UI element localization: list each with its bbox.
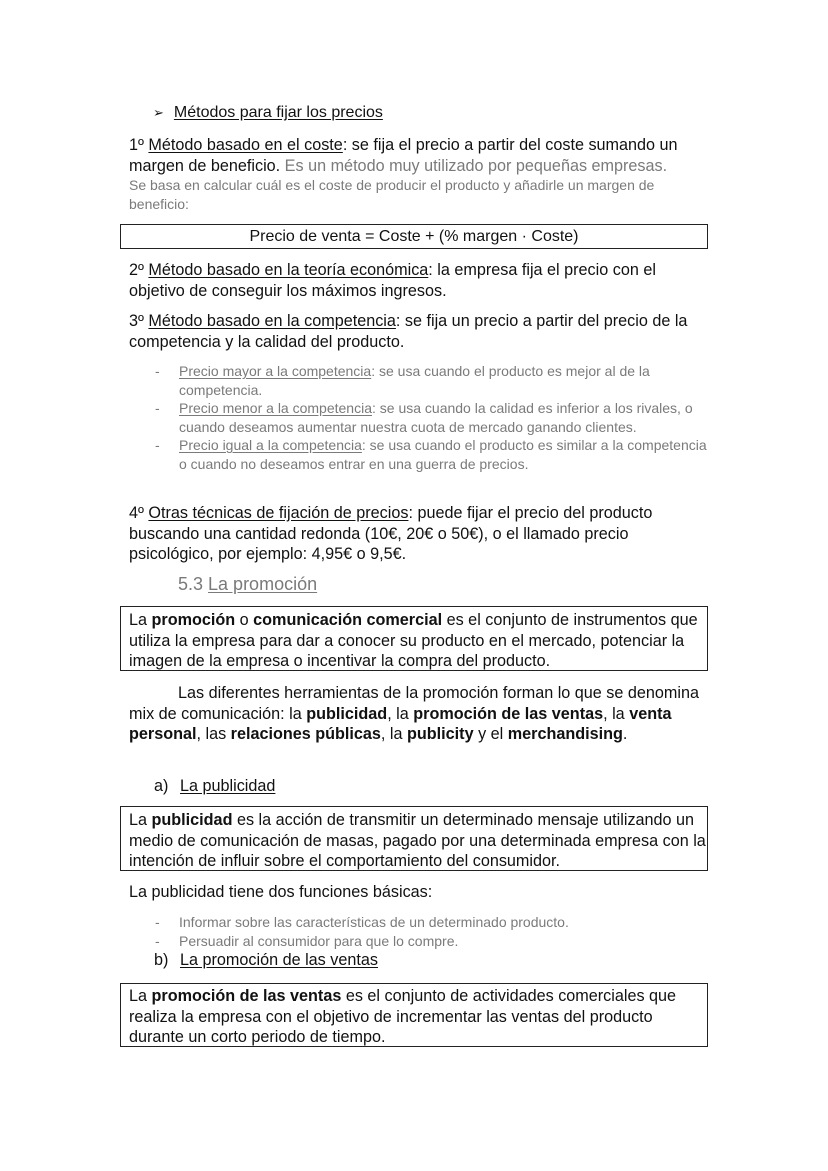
- bold-term: relaciones públicas: [230, 725, 381, 743]
- item-number: 3º: [129, 312, 149, 330]
- subheading-title: La publicidad: [180, 777, 276, 795]
- heading-text: Métodos para fijar los precios: [173, 104, 383, 121]
- definition-box-promocion-ventas: [120, 983, 708, 1047]
- paragraph-metodo-4: [129, 503, 714, 565]
- arrow-bullet-icon: ➢: [153, 105, 164, 120]
- item-note: Es un método muy utilizado por pequeñas empresas.: [280, 156, 668, 175]
- section-number: 5.3: [178, 574, 209, 594]
- text: La: [129, 611, 152, 629]
- text: , la: [380, 725, 408, 743]
- text: o: [235, 611, 254, 629]
- paragraph-metodo-2: [129, 260, 714, 301]
- item-title: Método basado en la teoría económica: [148, 261, 429, 279]
- bold-term: promoción de las ventas: [151, 987, 342, 1005]
- competencia-list: [155, 362, 715, 473]
- bold-term: venta personal: [129, 704, 672, 743]
- formula-box: Precio de venta = Coste + (% margen · Coste): [120, 224, 708, 249]
- bold-term: publicidad: [306, 704, 388, 723]
- list-item: - Informar sobre las características de un determinado producto.: [155, 913, 715, 932]
- list-item-text: : se usa cuando la calidad es inferior a los rivales, o cuando deseamos aumentar nuestra cuota de mercado ganando clientes.: [179, 400, 693, 435]
- text: , la: [603, 704, 630, 723]
- paragraph-funciones-intro: La publicidad tiene dos funciones básicas:: [129, 883, 433, 901]
- list-item-text: : se usa cuando el producto es similar a la competencia o cuando no deseamos entrar en una guerra de precios.: [179, 437, 707, 472]
- bold-term: promoción: [151, 611, 236, 629]
- item-number: 2º: [129, 261, 149, 279]
- list-item-text: : se usa cuando el producto es mejor al de la competencia.: [179, 363, 650, 398]
- bold-term: promoción de las ventas: [413, 704, 604, 723]
- bold-term: merchandising: [507, 725, 623, 743]
- text: .: [622, 725, 628, 743]
- list-item-title: Precio mayor a la competencia: [179, 363, 372, 379]
- item-text: : se fija el precio a partir del coste sumando un margen de beneficio.: [129, 136, 678, 175]
- text: es la acción de transmitir un determinado mensaje utilizando un medio de comunicación de masas, pagado por una determinada empresa con la intención de influir sobre el comportamiento del consumidor.: [129, 811, 706, 870]
- paragraph-mix-comunicacion: [129, 683, 714, 745]
- subheading-publicidad: [154, 776, 275, 797]
- bold-term: comunicación comercial: [253, 611, 443, 629]
- text: es el conjunto de actividades comerciales que realiza la empresa con el objetivo de incrementar las ventas del producto durante un corto periodo de tiempo.: [129, 987, 677, 1046]
- paragraph-metodo-3: [129, 311, 714, 352]
- subheading-promocion-ventas: [154, 950, 378, 971]
- bold-term: publicity: [407, 725, 474, 743]
- definition-box-publicidad: [120, 806, 708, 871]
- list-item: - Persuadir al consumidor para que lo compre.: [155, 932, 715, 951]
- paragraph-metodo-1-detail: Se basa en calcular cuál es el coste de producir el producto y añadirle un margen de beneficio:: [129, 177, 655, 212]
- text: , las: [196, 725, 231, 743]
- text: La: [129, 811, 152, 829]
- item-title: Método basado en la competencia: [148, 312, 396, 330]
- item-number: 1º: [129, 136, 149, 154]
- subheading-label: b): [154, 951, 169, 969]
- item-text: : la empresa fija el precio con el objetivo de conseguir los máximos ingresos.: [129, 261, 656, 300]
- bold-term: publicidad: [151, 811, 233, 829]
- item-text: : se fija un precio a partir del precio de la competencia y la calidad del producto.: [129, 312, 688, 351]
- item-number: 4º: [129, 504, 149, 522]
- section-title: La promoción: [208, 574, 318, 594]
- list-item: [155, 399, 715, 436]
- list-item-title: Precio menor a la competencia: [179, 400, 372, 416]
- item-title: Método basado en el coste: [148, 136, 343, 154]
- list-item-title: Precio igual a la competencia: [179, 437, 362, 453]
- list-item: [155, 362, 715, 399]
- subheading-label: a): [154, 777, 169, 795]
- funciones-list: [155, 913, 715, 950]
- paragraph-metodo-1: [129, 135, 714, 176]
- text: Las diferentes herramientas de la promoción forman lo que se denomina mix de comunicación: la: [129, 684, 699, 723]
- text: y el: [473, 725, 508, 743]
- text: es el conjunto de instrumentos que utiliza la empresa para dar a conocer su producto en el mercado, potenciar la imagen de la empresa o incentivar la compra del producto.: [129, 611, 698, 670]
- list-item: [155, 436, 715, 473]
- section-heading-metodos: [153, 104, 383, 122]
- definition-box-promocion: [120, 606, 708, 671]
- section-heading-promocion: [178, 574, 317, 595]
- item-title: Otras técnicas de fijación de precios: [148, 504, 409, 522]
- item-text: : puede fijar el precio del producto buscando una cantidad redonda (10€, 20€ o 50€), o el llamado precio psicológico, por ejemplo: 4,95€ o 9,5€.: [129, 504, 653, 563]
- subheading-title: La promoción de las ventas: [180, 951, 378, 969]
- text: La: [129, 987, 152, 1005]
- text: , la: [387, 704, 414, 723]
